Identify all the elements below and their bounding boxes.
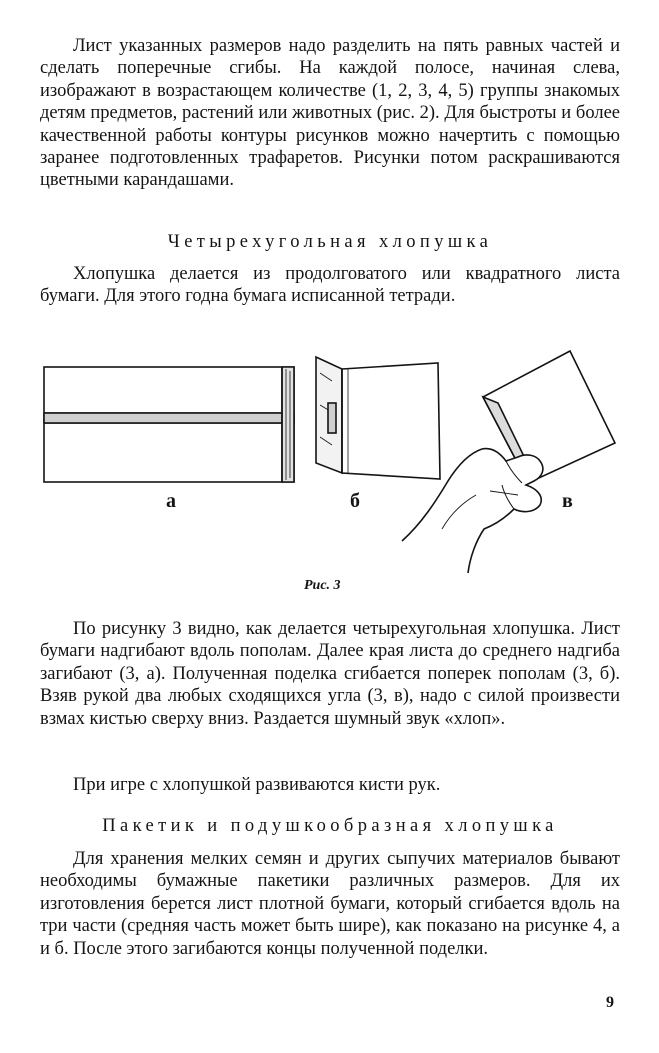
page-number: 9 [606,994,614,1011]
figure-part-a-folded-sheet [44,367,294,482]
paragraph-popper-benefit: При игре с хлопушкой развиваются кисти рук. [73,775,441,795]
figure-label-b: б [350,490,360,512]
section-heading-square-popper: Четырехугольная хлопушка [167,232,493,252]
paragraph-popper-instructions: По рисунку 3 видно, как делается четырехугольная хлопушка. Лист бумаги надгибают вдоль пополам. Далее края листа до среднего надгиба загибают (3, а). Полученная поделка сгибается поперек пополам (3, б). Взяв рукой два любых сходящихся угла (3, в), надо с силой произвести взмах кистью сверху вниз. Раздается шумный звук «хлоп». [40,619,620,729]
figure-label-c: в [562,490,573,512]
figure-part-b-half-folded [316,357,440,479]
figure-3-illustration [30,345,630,605]
paragraph-popper-material: Хлопушка делается из продолговатого или квадратного листа бумаги. Для этого годна бумага исписанной тетради. [40,264,620,307]
section-heading-packet-popper: Пакетик и подушкообразная хлопушка [102,816,558,836]
figure-caption: Рис. 3 [304,578,341,593]
paragraph-templates-intro: Лист указанных размеров надо разделить на пять равных частей и сделать поперечные сгибы. На каждой полосе, начиная слева, изображают в возрастающем количестве (1, 2, 3, 4, 5) группы знакомых детям предметов, растений или животных (рис. 2). Для быстроты и более качественной работы контуры рисунков можно начертить с помощью заранее подготовленных трафаретов. Рисунки потом раскрашиваются цветными карандашами. [40,36,620,191]
paragraph-paper-packets: Для хранения мелких семян и других сыпучих материалов бывают необходимы бумажные пакетики различных размеров. Для их изготовления берется лист плотной бумаги, который сгибается вдоль на три части (средняя часть может быть шире), как показано на рисунке 4, а и б. После этого загибаются концы полученной поделки. [40,849,620,959]
figure-label-a: а [166,490,176,512]
